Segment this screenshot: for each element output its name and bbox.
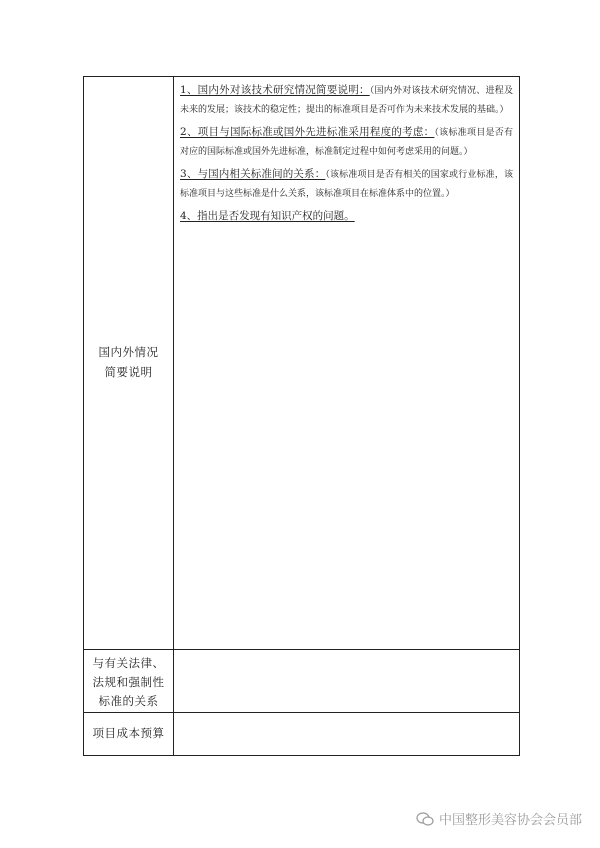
intl-item-4-heading: 4、指出是否发现有知识产权的问题。 [180, 210, 355, 222]
intl-item-1-heading: 1、国内外对该技术研究情况简要说明： [180, 84, 370, 96]
watermark-text: 中国整形美容协会会员部 [438, 813, 582, 828]
intl-item-3 [180, 165, 513, 204]
intl-item-2-text: （该标准项目是否有对应的国际标准或国外先进标准，标准制定过程中如何考虑采用的问题。） [180, 128, 513, 157]
watermark [416, 809, 582, 828]
project-proposal-table [83, 76, 520, 756]
row-divider-law [84, 649, 519, 650]
intl-item-1 [180, 81, 513, 120]
column-divider [173, 77, 174, 755]
wechat-icon [416, 812, 434, 826]
intl-item-2-heading: 2、项目与国际标准或国外先进标准采用程度的考虑： [180, 126, 435, 138]
intl-item-3-text: （该标准项目是否有相关的国家或行业标准，该标准项目与这些标准是什么关系，该标准项目在标准体系中的位置。） [180, 170, 513, 199]
intl-item-2 [180, 123, 513, 162]
row-divider-budget [84, 712, 519, 713]
intl-item-4 [180, 207, 513, 227]
budget-label: 项目成本预算 [92, 726, 165, 740]
law-relation-label: 与有关法律、法规和强制性标准的关系 [92, 656, 165, 708]
intl-situation-label-line1: 国内外情况 [98, 345, 159, 359]
intl-item-1-text: （国内外对该技术研究情况、进程及未来的发展；该技术的稳定性；提出的标准项目是否可作为未来技术发展的基础。） [180, 86, 513, 115]
intl-item-3-heading: 3、与国内相关标准间的关系： [180, 168, 326, 180]
intl-situation-label-line2: 简要说明 [104, 365, 153, 379]
intl-situation-label [84, 342, 173, 382]
intl-situation-content[interactable] [180, 81, 513, 230]
